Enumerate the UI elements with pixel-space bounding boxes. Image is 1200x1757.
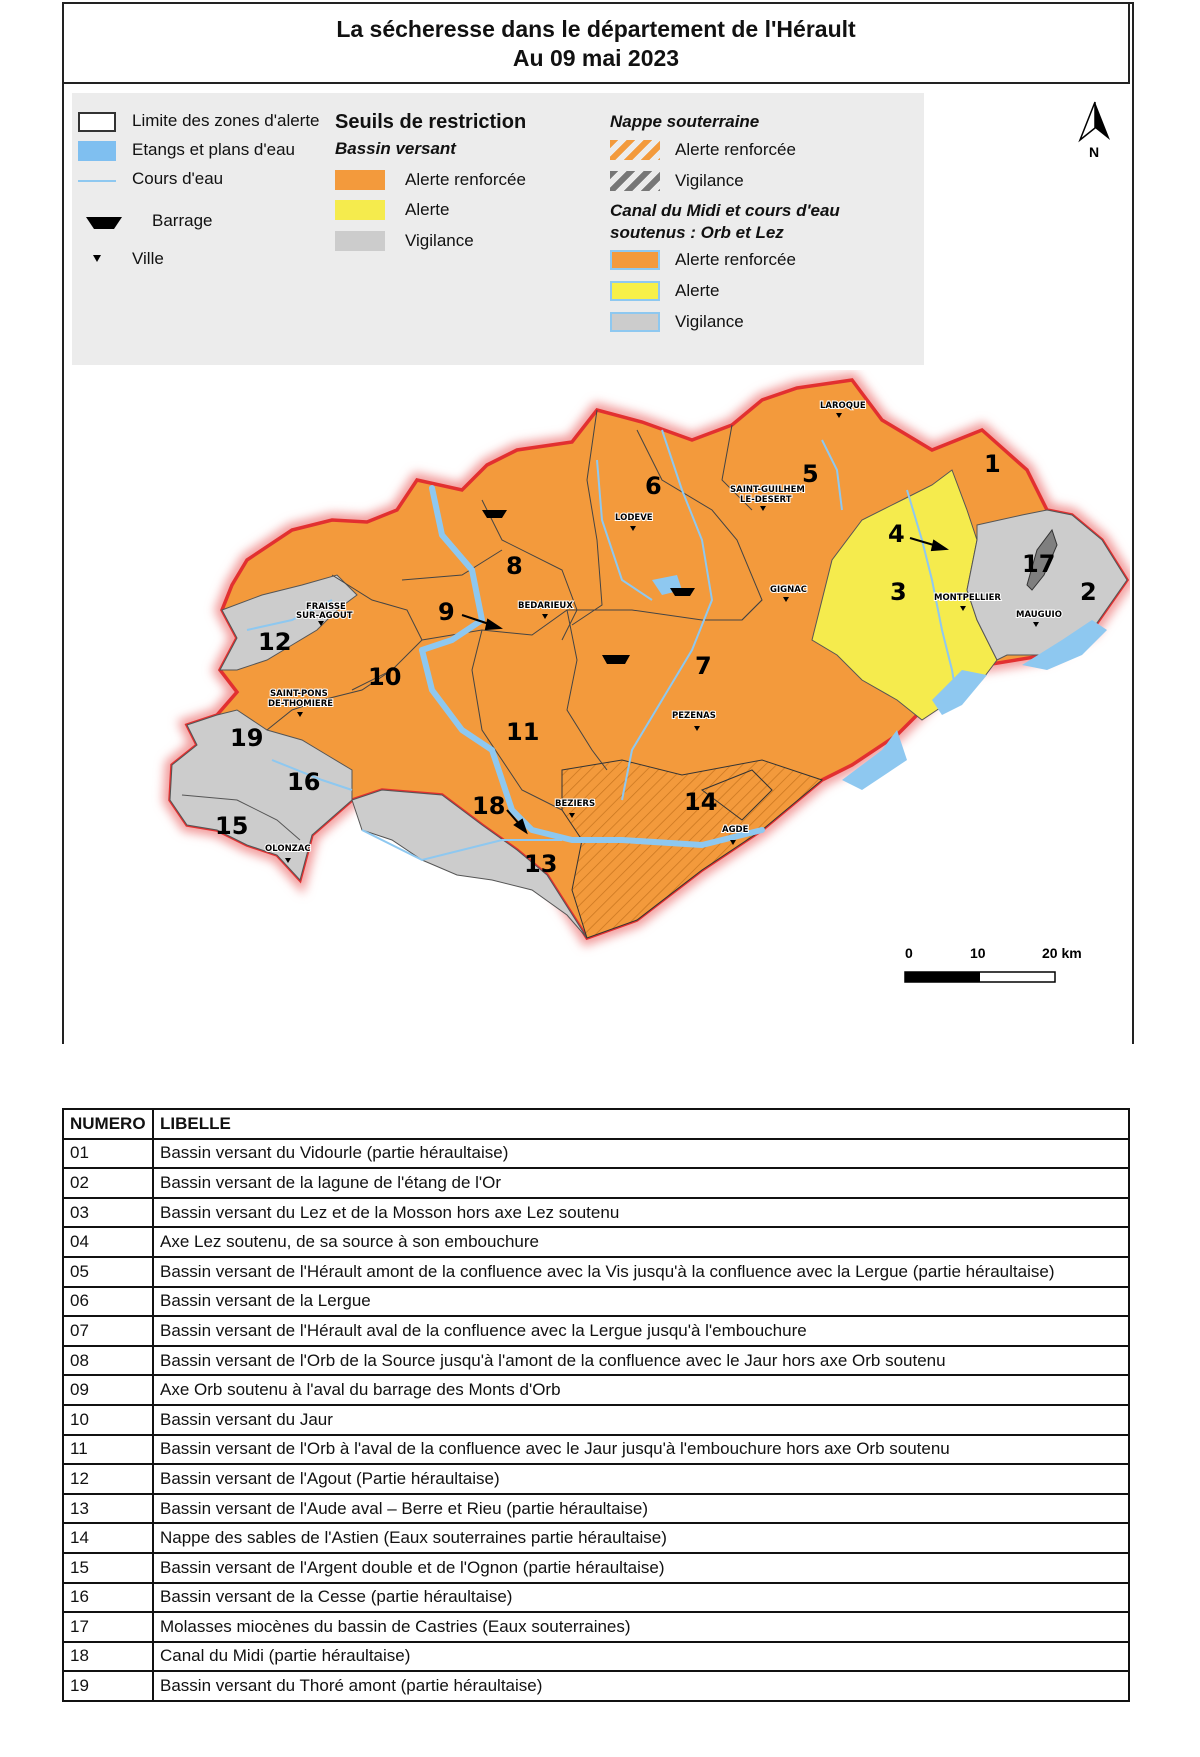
row-libelle: Bassin versant de la Lergue: [153, 1287, 1129, 1317]
row-numero: 11: [63, 1435, 153, 1465]
table-row: [63, 1523, 1129, 1553]
scale-label-20: 20 km: [1042, 945, 1082, 961]
town-saint-pons-1: SAINT-PONS: [270, 689, 328, 699]
table-row: [63, 1583, 1129, 1613]
swatch-canal-vigilance: [610, 312, 660, 332]
town-saint-pons-2: DE-THOMIERE: [268, 699, 334, 709]
row-numero: 17: [63, 1612, 153, 1642]
town-saint-guilhem-1: SAINT-GUILHEM: [730, 485, 805, 495]
swatch-canal-alerte: [610, 281, 660, 301]
legend-bassin-renforcee: Alerte renforcée: [405, 170, 526, 189]
legend-nappe-title: Nappe souterraine: [610, 112, 760, 131]
row-libelle: Bassin versant de la Cesse (partie héraultaise): [153, 1583, 1129, 1613]
row-libelle: Bassin versant de l'Hérault amont de la confluence avec la Vis jusqu'à la confluence avec la Lergue (partie héraultaise): [153, 1257, 1129, 1287]
legend-nappe-renforcee: Alerte renforcée: [675, 140, 796, 159]
town-beziers: BEZIERS: [555, 799, 596, 809]
zone-label-11: 11: [506, 718, 540, 746]
table-row: [63, 1346, 1129, 1376]
table-row: [63, 1198, 1129, 1228]
zone-label-7: 7: [695, 652, 712, 680]
swatch-canal-renforcee: [610, 250, 660, 270]
table-row: [63, 1287, 1129, 1317]
row-numero: 19: [63, 1671, 153, 1701]
town-agde: AGDE: [722, 825, 749, 835]
page-subtitle: Au 09 mai 2023: [512, 45, 680, 71]
swatch-bassin-alerte: [335, 200, 385, 220]
water-swatch: [78, 141, 116, 161]
table-row: [63, 1227, 1129, 1257]
zone-label-12: 12: [258, 628, 292, 656]
row-libelle: Bassin versant de l'Agout (Partie héraultaise): [153, 1464, 1129, 1494]
zone-label-19: 19: [230, 724, 264, 752]
row-libelle: Bassin versant de l'Orb à l'aval de la confluence avec le Jaur jusqu'à l'embouchure hors axe Orb soutenu: [153, 1435, 1129, 1465]
row-libelle: Bassin versant du Lez et de la Mosson hors axe Lez soutenu: [153, 1198, 1129, 1228]
table-header-row: [63, 1109, 1129, 1139]
table-row: [63, 1494, 1129, 1524]
zone-label-9: 9: [438, 598, 455, 626]
river-swatch: [78, 180, 116, 182]
row-numero: 13: [63, 1494, 153, 1524]
zones-table: [62, 1108, 1130, 1702]
row-libelle: Bassin versant de l'Hérault aval de la confluence avec la Lergue jusqu'à l'embouchure: [153, 1316, 1129, 1346]
table-row: [63, 1671, 1129, 1701]
legend-canal-title-2: soutenus : Orb et Lez: [610, 223, 784, 242]
legend-bassin-vigilance: Vigilance: [405, 231, 474, 250]
town-pezenas: PEZENAS: [672, 711, 716, 721]
table-row: [63, 1553, 1129, 1583]
row-libelle: Canal du Midi (partie héraultaise): [153, 1642, 1129, 1672]
row-numero: 14: [63, 1523, 153, 1553]
zone-label-18: 18: [472, 792, 506, 820]
scale-label-0: 0: [905, 945, 913, 961]
zone-label-16: 16: [287, 768, 321, 796]
row-numero: 04: [63, 1227, 153, 1257]
scale-label-10: 10: [970, 945, 986, 961]
town-bedarieux: BEDARIEUX: [518, 601, 573, 611]
table-row: [63, 1464, 1129, 1494]
zone-label-14: 14: [684, 788, 718, 816]
town-montpellier: MONTPELLIER: [934, 593, 1001, 603]
row-numero: 06: [63, 1287, 153, 1317]
header-libelle: LIBELLE: [153, 1109, 1129, 1139]
town-laroque: LAROQUE: [820, 401, 866, 411]
swatch-bassin-renforcee: [335, 170, 385, 190]
north-arrow: [1070, 100, 1120, 160]
legend-cours: Cours d'eau: [132, 169, 224, 188]
row-libelle: Bassin versant du Vidourle (partie héraultaise): [153, 1139, 1129, 1169]
zone-label-2: 2: [1080, 578, 1097, 606]
zone-label-17: 17: [1022, 550, 1056, 578]
dam-icon: [86, 217, 122, 233]
north-label: N: [1089, 144, 1100, 160]
zone-label-5: 5: [802, 460, 819, 488]
row-libelle: Bassin versant du Jaur: [153, 1405, 1129, 1435]
legend-canal-title-1: Canal du Midi et cours d'eau: [610, 201, 840, 220]
table-row: [63, 1375, 1129, 1405]
swatch-nappe-renforcee: [610, 140, 660, 160]
table-row: [63, 1168, 1129, 1198]
row-numero: 03: [63, 1198, 153, 1228]
town-saint-guilhem-2: LE-DESERT: [740, 495, 792, 505]
title-box: [62, 2, 1130, 84]
zone-label-15: 15: [215, 812, 249, 840]
town-fraisse-1: FRAISSE: [306, 602, 346, 612]
legend-seuils-title: Seuils de restriction: [335, 111, 527, 133]
row-libelle: Molasses miocènes du bassin de Castries (Eaux souterraines): [153, 1612, 1129, 1642]
row-numero: 01: [63, 1139, 153, 1169]
zone-label-13: 13: [524, 850, 558, 878]
row-libelle: Bassin versant du Thoré amont (partie héraultaise): [153, 1671, 1129, 1701]
table-row: [63, 1316, 1129, 1346]
swatch-nappe-vigilance: [610, 171, 660, 191]
table-row: [63, 1257, 1129, 1287]
town-mauguio: MAUGUIO: [1016, 610, 1062, 620]
legend-canal-renforcee: Alerte renforcée: [675, 250, 796, 269]
town-fraisse-2: SUR-AGOUT: [296, 611, 353, 621]
town-lodeve: LODEVE: [615, 513, 653, 523]
row-numero: 12: [63, 1464, 153, 1494]
table-row: [63, 1139, 1129, 1169]
town-olonzac: OLONZAC: [265, 844, 311, 854]
legend-etangs: Etangs et plans d'eau: [132, 140, 295, 159]
zone-label-4: 4: [888, 520, 905, 548]
row-numero: 08: [63, 1346, 153, 1376]
row-libelle: Bassin versant de l'Aude aval – Berre et Rieu (partie héraultaise): [153, 1494, 1129, 1524]
row-numero: 09: [63, 1375, 153, 1405]
row-libelle: Bassin versant de la lagune de l'étang de l'Or: [153, 1168, 1129, 1198]
town-gignac: GIGNAC: [770, 585, 808, 595]
row-numero: 07: [63, 1316, 153, 1346]
table-row: [63, 1612, 1129, 1642]
legend-canal-vigilance: Vigilance: [675, 312, 744, 331]
table-row: [63, 1435, 1129, 1465]
zone-label-6: 6: [645, 472, 662, 500]
row-libelle: Bassin versant de l'Orb de la Source jusqu'à l'amont de la confluence avec le Jaur hors axe Orb soutenu: [153, 1346, 1129, 1376]
limit-swatch: [78, 112, 116, 132]
row-numero: 02: [63, 1168, 153, 1198]
row-libelle: Axe Orb soutenu à l'aval du barrage des Monts d'Orb: [153, 1375, 1129, 1405]
row-libelle: Bassin versant de l'Argent double et de l'Ognon (partie héraultaise): [153, 1553, 1129, 1583]
legend: [72, 93, 924, 365]
table-row: [63, 1642, 1129, 1672]
zone-label-1: 1: [984, 450, 1001, 478]
zone-label-10: 10: [368, 663, 402, 691]
row-libelle: Nappe des sables de l'Astien (Eaux souterraines partie héraultaise): [153, 1523, 1129, 1553]
table-row: [63, 1405, 1129, 1435]
row-numero: 16: [63, 1583, 153, 1613]
row-numero: 05: [63, 1257, 153, 1287]
legend-barrage: Barrage: [152, 211, 213, 230]
swatch-bassin-vigilance: [335, 231, 385, 251]
page-title: La sécheresse dans le département de l'Hérault: [336, 16, 856, 42]
row-numero: 10: [63, 1405, 153, 1435]
herault-map: [62, 370, 1130, 1042]
row-numero: 15: [63, 1553, 153, 1583]
row-numero: 18: [63, 1642, 153, 1672]
zone-label-3: 3: [890, 578, 907, 606]
header-numero: NUMERO: [63, 1109, 153, 1139]
legend-limite: Limite des zones d'alerte: [132, 111, 320, 130]
legend-bassin-alerte: Alerte: [405, 200, 450, 219]
row-libelle: Axe Lez soutenu, de sa source à son embouchure: [153, 1227, 1129, 1257]
legend-ville: Ville: [132, 249, 164, 268]
zone-14: [562, 760, 822, 938]
legend-canal-alerte: Alerte: [675, 281, 720, 300]
zone-label-8: 8: [506, 552, 523, 580]
legend-bassin-title: Bassin versant: [335, 139, 456, 158]
legend-nappe-vigilance: Vigilance: [675, 171, 744, 190]
town-icon: [93, 255, 101, 263]
